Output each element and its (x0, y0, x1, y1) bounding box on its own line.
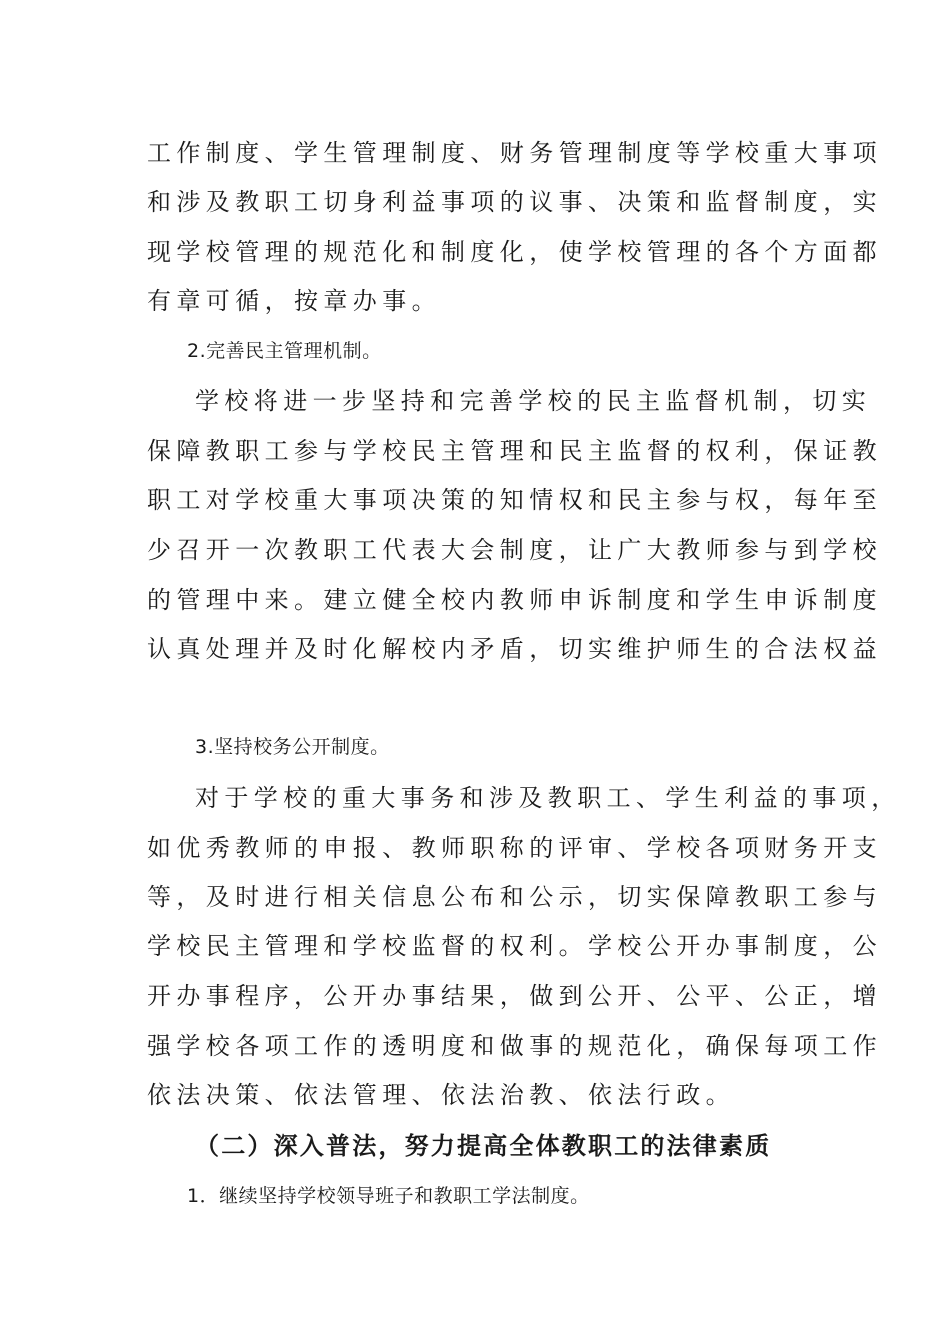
paragraph-line: 少召开一次教职工代表大会制度，让广大教师参与到学校 (147, 536, 882, 564)
subheading-item-3: 3.坚持校务公开制度。 (195, 736, 390, 758)
paragraph-line: 现学校管理的规范化和制度化，使学校管理的各个方面都 (147, 238, 882, 266)
subheading-item-2: 2.完善民主管理机制。 (187, 340, 382, 362)
paragraph-line: 学校民主管理和学校监督的权利。学校公开办事制度，公 (147, 932, 882, 960)
paragraph-line: 认真处理并及时化解校内矛盾，切实维护师生的合法权益 (147, 635, 882, 663)
paragraph-line: 保障教职工参与学校民主管理和民主监督的权利，保证教 (147, 437, 882, 465)
paragraph-line: 和涉及教职工切身利益事项的议事、决策和监督制度，实 (147, 188, 882, 216)
paragraph-line: 强学校各项工作的透明度和做事的规范化，确保每项工作 (147, 1032, 882, 1060)
paragraph-line: 有章可循，按章办事。 (147, 287, 441, 315)
paragraph-line: 学校将进一步坚持和完善学校的民主监督机制，切实 (195, 387, 872, 415)
paragraph-line: 等，及时进行相关信息公布和公示，切实保障教职工参与 (147, 883, 882, 911)
subheading-item-1: 1．继续坚持学校领导班子和教职工学法制度。 (187, 1185, 590, 1207)
paragraph-line: 对于学校的重大事务和涉及教职工、学生利益的事项， (195, 784, 901, 812)
paragraph-line: 的管理中来。建立健全校内教师申诉制度和学生申诉制度 (147, 586, 882, 614)
paragraph-line: 工作制度、学生管理制度、财务管理制度等学校重大事项 (147, 139, 882, 167)
paragraph-line: 依法决策、依法管理、依法治教、依法行政。 (147, 1081, 735, 1109)
paragraph-line: 职工对学校重大事项决策的知情权和民主参与权，每年至 (147, 486, 882, 514)
paragraph-line: 开办事程序，公开办事结果，做到公开、公平、公正，增 (147, 982, 882, 1010)
paragraph-line: 如优秀教师的申报、教师职称的评审、学校各项财务开支 (147, 834, 882, 862)
section-heading: （二）深入普法，努力提高全体教职工的法律素质 (195, 1132, 772, 1160)
